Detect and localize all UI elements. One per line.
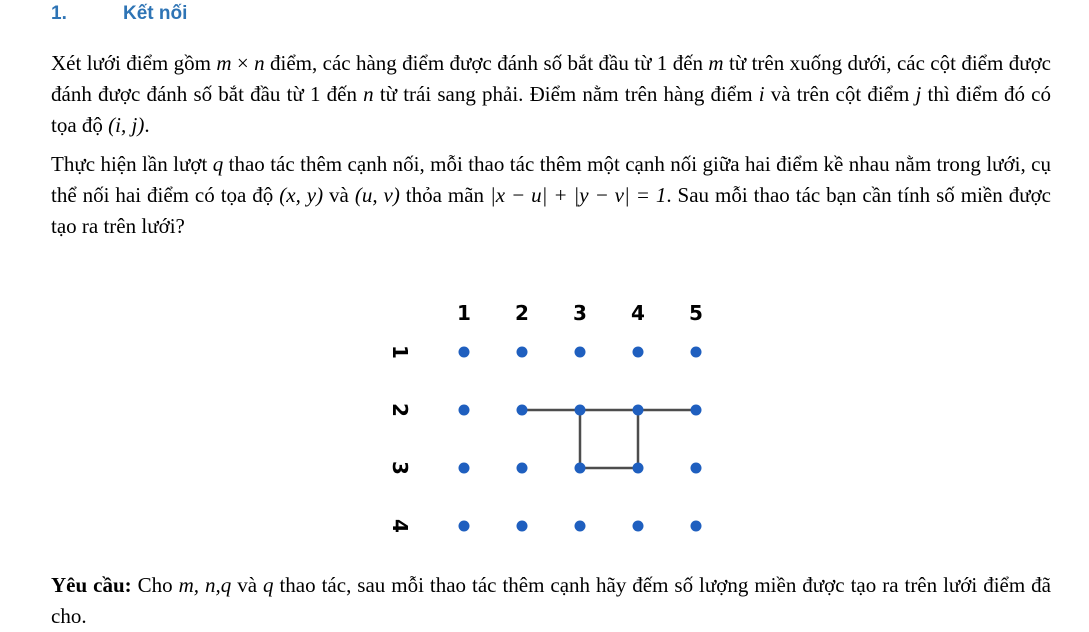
grid-point-1-4 — [633, 347, 644, 358]
grid-point-4-3 — [575, 521, 586, 532]
grid-point-4-2 — [517, 521, 528, 532]
requirement-label: Yêu cầu: — [51, 573, 132, 597]
column-label-5: 5 — [689, 301, 703, 325]
grid-point-2-4 — [633, 405, 644, 416]
section-title: Kết nối — [123, 3, 188, 24]
section-heading — [51, 3, 187, 25]
grid-point-4-1 — [459, 521, 470, 532]
grid-point-3-2 — [517, 463, 528, 474]
grid-point-4-4 — [633, 521, 644, 532]
grid-point-2-3 — [575, 405, 586, 416]
paragraph-operations: Thực hiện lần lượt q thao tác thêm cạnh nối, mỗi thao tác thêm một cạnh nối giữa hai điểm kề nhau nằm trong lưới, cụ thể nối hai điểm có tọa độ (x, y) và (u, v) thỏa mãn |x − u| + |y − v| = 1. Sau mỗi thao tác bạn cần tính số miền được tạo ra trên lưới? — [51, 152, 1052, 238]
column-label-1: 1 — [457, 301, 471, 325]
grid-point-3-3 — [575, 463, 586, 474]
grid-point-4-5 — [691, 521, 702, 532]
grid-point-3-4 — [633, 463, 644, 474]
paragraph-requirement: Yêu cầu: Cho m, n,q và q thao tác, sau mỗi thao tác thêm cạnh hãy đếm số lượng miền được tạo ra trên lưới điểm đã cho. — [51, 573, 1051, 628]
paragraph-grid-definition: Xét lưới điểm gồm m × n điểm, các hàng điểm được đánh số bắt đầu từ 1 đến m từ trên xuống dưới, các cột điểm được đánh được đánh số bắt đầu từ 1 đến n từ trái sang phải. Điểm nằm trên hàng điểm i và trên cột điểm j thì điểm đó có tọa độ (i, j). — [51, 51, 1052, 137]
grid-point-2-2 — [517, 405, 528, 416]
row-label-2: 2 — [388, 403, 412, 417]
row-label-3: 3 — [388, 461, 412, 475]
column-label-4: 4 — [631, 301, 645, 325]
row-labels — [388, 345, 412, 533]
grid-point-1-1 — [459, 347, 470, 358]
grid-diagram — [360, 292, 730, 552]
grid-point-3-5 — [691, 463, 702, 474]
column-label-2: 2 — [515, 301, 529, 325]
row-label-1: 1 — [388, 345, 412, 359]
grid-point-1-2 — [517, 347, 528, 358]
column-label-3: 3 — [573, 301, 587, 325]
grid-edges — [522, 410, 696, 468]
grid-point-1-5 — [691, 347, 702, 358]
section-number: 1. — [51, 3, 67, 24]
row-label-4: 4 — [388, 519, 412, 533]
column-labels — [457, 301, 703, 325]
grid-point-3-1 — [459, 463, 470, 474]
grid-point-2-5 — [691, 405, 702, 416]
grid-point-2-1 — [459, 405, 470, 416]
grid-point-1-3 — [575, 347, 586, 358]
